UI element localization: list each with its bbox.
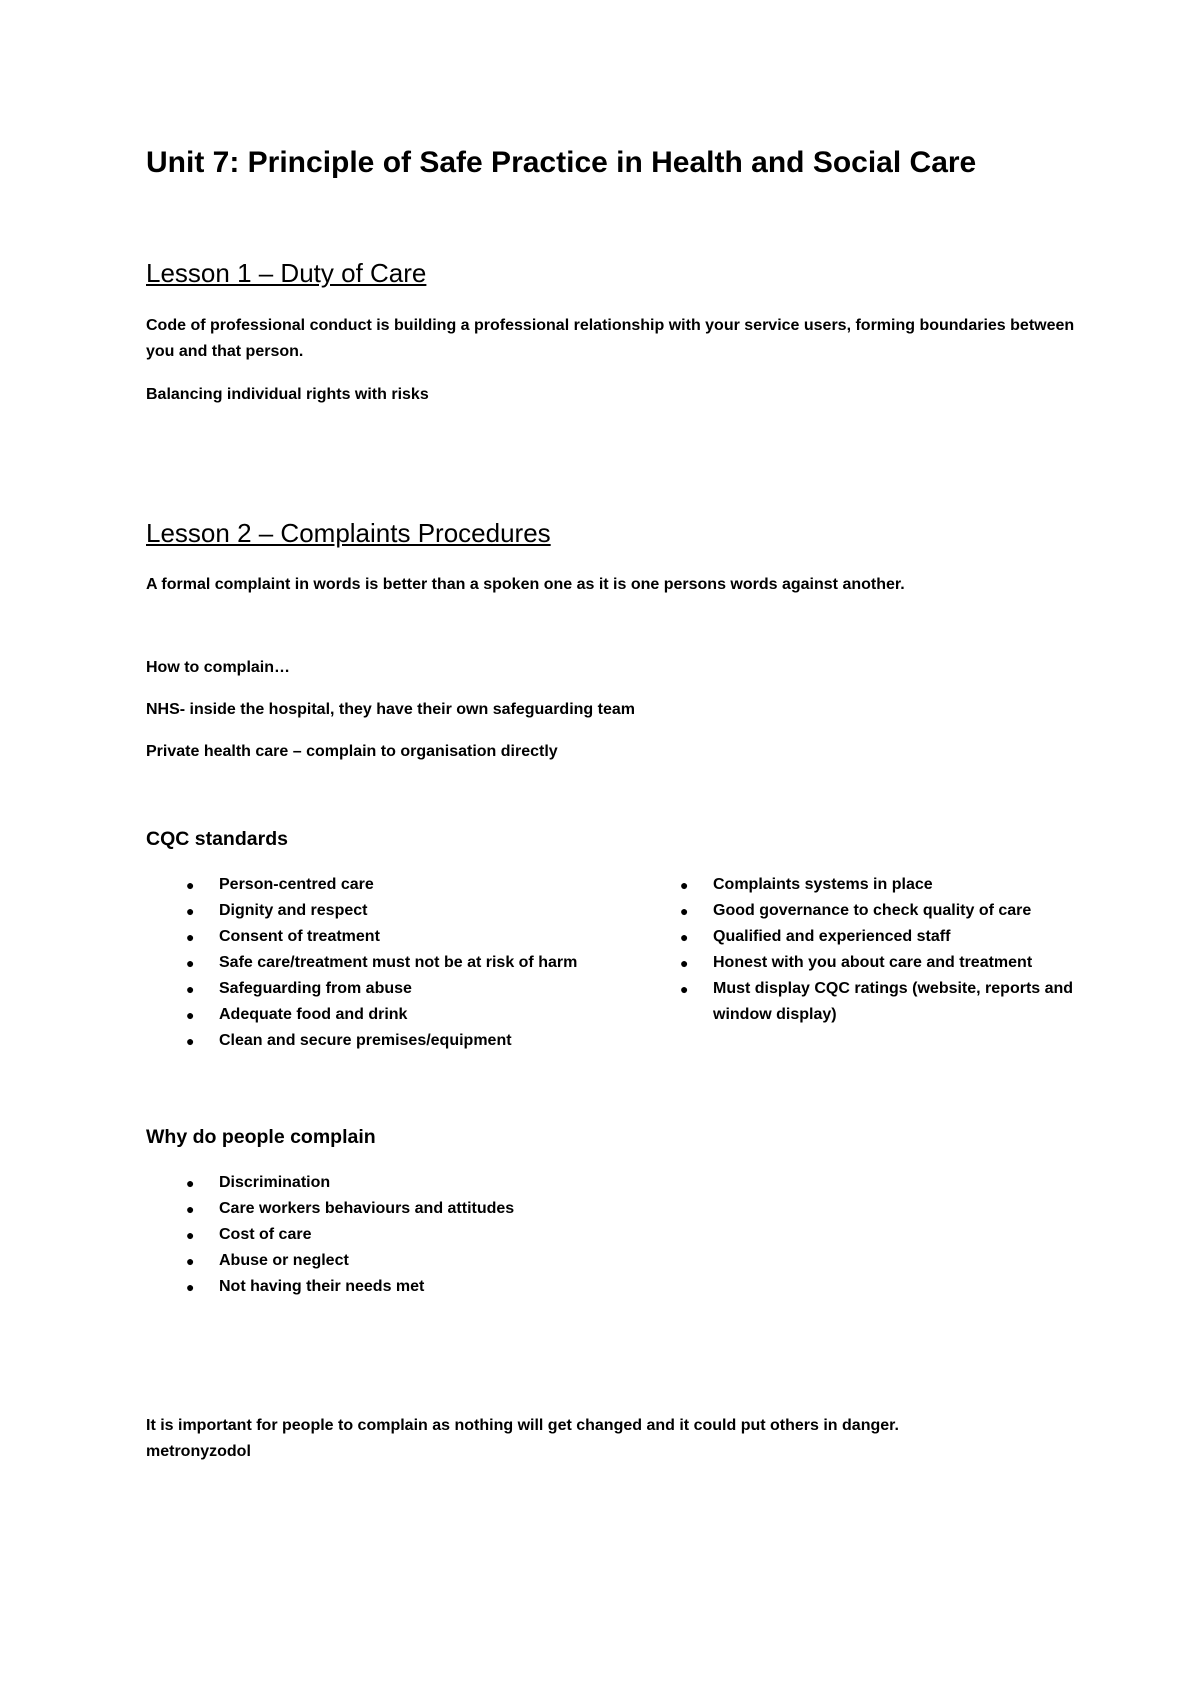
lesson-1-heading: Lesson 1 – Duty of Care — [146, 258, 427, 288]
bullet-icon: ● — [186, 1007, 195, 1023]
why-complain-heading: Why do people complain — [146, 1126, 376, 1148]
why-complain-list — [146, 1170, 746, 1300]
bullet-icon: ● — [186, 1253, 195, 1269]
list-item: ● Qualified and experienced staff — [640, 924, 1080, 950]
list-item: ● Complaints systems in place — [640, 872, 1080, 898]
bullet-icon: ● — [186, 1279, 195, 1295]
lesson-1-paragraph: Code of professional conduct is building a professional relationship with your service users, forming boundaries between you and that person. — [146, 317, 1075, 360]
bullet-icon: ● — [186, 929, 195, 945]
list-item: ● Safeguarding from abuse — [146, 976, 586, 1002]
list-item: ● Not having their needs met — [146, 1274, 746, 1300]
note-text: metronyzodol — [146, 1443, 251, 1460]
closing-paragraph: It is important for people to complain as nothing will get changed and it could put others in danger. — [146, 1417, 899, 1434]
bullet-icon: ● — [186, 1201, 195, 1217]
bullet-icon: ● — [186, 877, 195, 893]
bullet-icon: ● — [186, 1175, 195, 1191]
bullet-icon: ● — [680, 981, 689, 997]
list-item: ● Abuse or neglect — [146, 1248, 746, 1274]
document-title: Unit 7: Principle of Safe Practice in Health and Social Care — [146, 146, 977, 179]
list-item: ● Cost of care — [146, 1222, 746, 1248]
list-item: ● Dignity and respect — [146, 898, 586, 924]
private-care-text: Private health care – complain to organisation directly — [146, 743, 558, 760]
list-item: ● Care workers behaviours and attitudes — [146, 1196, 746, 1222]
bullet-icon: ● — [680, 903, 689, 919]
bullet-icon: ● — [680, 929, 689, 945]
cqc-standards-right-list — [640, 872, 1080, 1028]
bullet-icon: ● — [186, 1033, 195, 1049]
cqc-standards-left-list — [146, 872, 586, 1054]
list-item: ● Consent of treatment — [146, 924, 586, 950]
bullet-icon: ● — [186, 955, 195, 971]
bullet-icon: ● — [186, 981, 195, 997]
bullet-icon: ● — [186, 903, 195, 919]
bullet-icon: ● — [186, 1227, 195, 1243]
list-item: ● Safe care/treatment must not be at risk of harm — [146, 950, 586, 976]
how-to-complain-text: How to complain… — [146, 659, 290, 676]
lesson-2-heading: Lesson 2 – Complaints Procedures — [146, 518, 551, 548]
list-item: ● Clean and secure premises/equipment — [146, 1028, 586, 1054]
list-item: ● Must display CQC ratings (website, reports and window display) — [640, 976, 1080, 1028]
list-item: ● Honest with you about care and treatment — [640, 950, 1080, 976]
nhs-text: NHS- inside the hospital, they have their own safeguarding team — [146, 701, 635, 718]
list-item: ● Adequate food and drink — [146, 1002, 586, 1028]
list-item: ● Person-centred care — [146, 872, 586, 898]
cqc-standards-heading: CQC standards — [146, 828, 288, 850]
bullet-icon: ● — [680, 877, 689, 893]
lesson-1-paragraph: Balancing individual rights with risks — [146, 386, 429, 403]
bullet-icon: ● — [680, 955, 689, 971]
list-item: ● Good governance to check quality of care — [640, 898, 1080, 924]
complaint-intro-paragraph: A formal complaint in words is better than a spoken one as it is one persons words against another. — [146, 576, 905, 593]
list-item: ● Discrimination — [146, 1170, 746, 1196]
